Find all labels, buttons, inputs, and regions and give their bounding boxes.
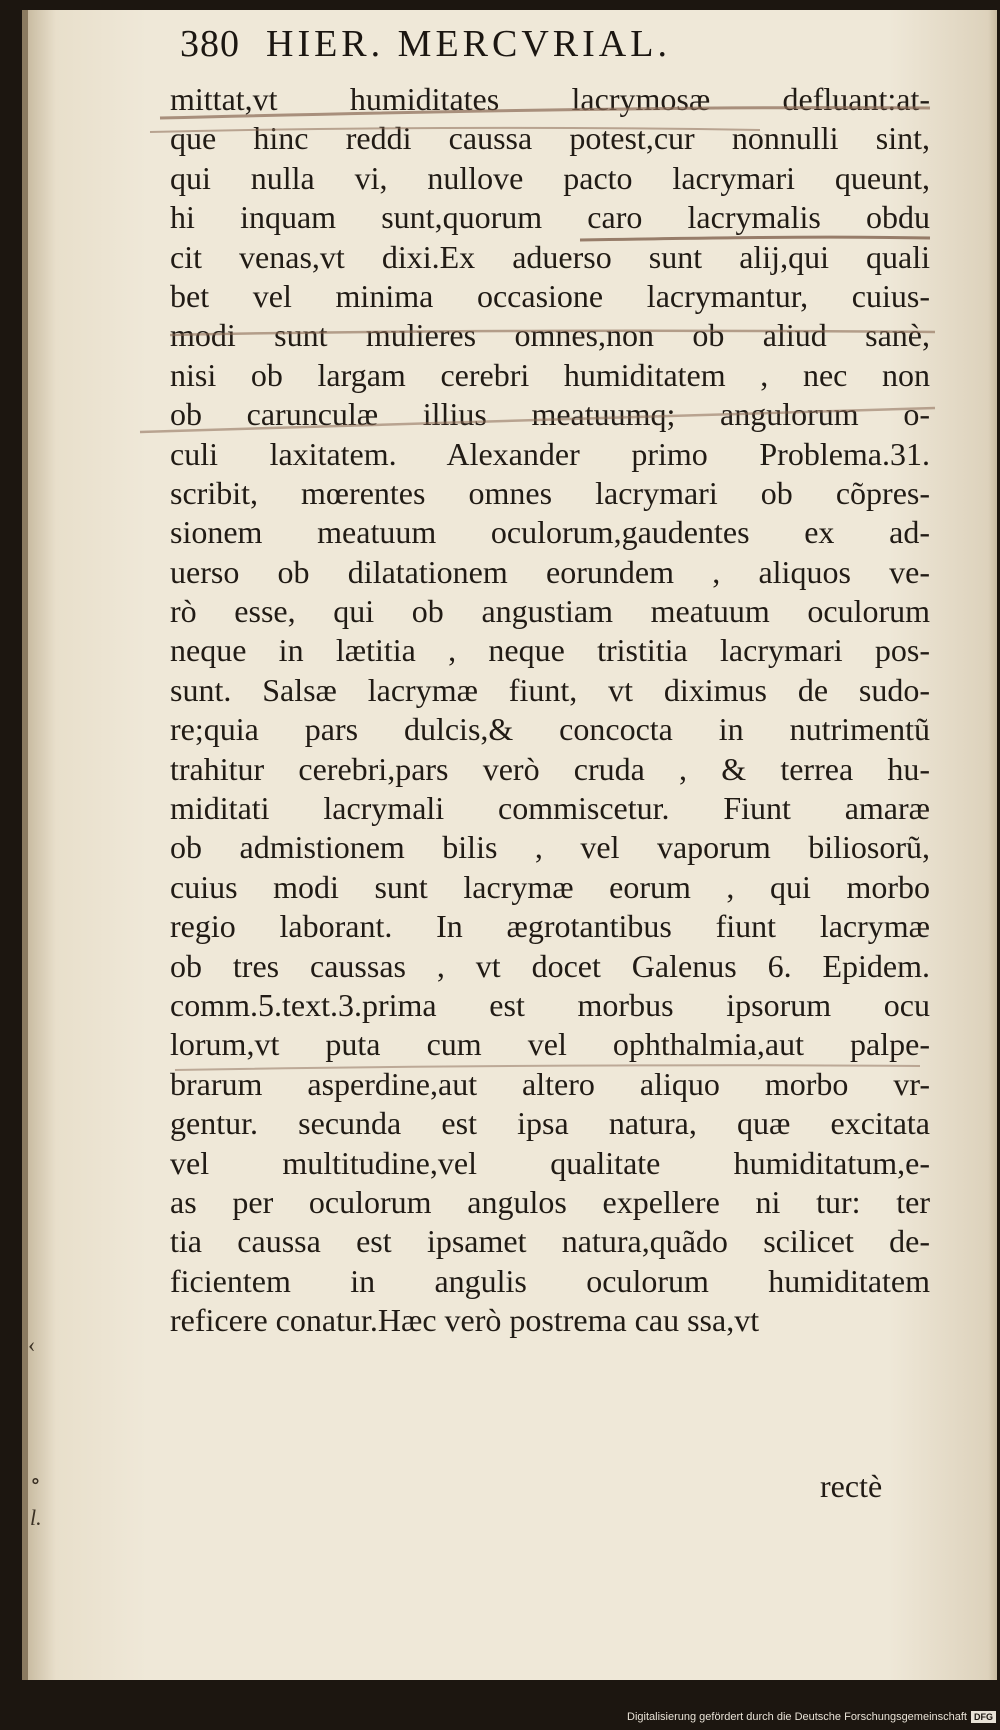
text-line: culi laxitatem. Alexander primo Problema.31. — [170, 435, 930, 472]
text-line: sionem meatuum oculorum,gaudentes ex ad- — [170, 514, 930, 551]
digitization-footer — [560, 1711, 996, 1727]
text-line: brarum asperdine,aut altero aliquo morbo vr- — [170, 1065, 930, 1102]
dfg-logo: DFG — [971, 1711, 996, 1723]
text-line: que hinc reddi caussa potest,cur nonnulli sint, — [170, 120, 930, 157]
text-line: regio laborant. In ægrotantibus fiunt lacrymæ — [170, 908, 930, 945]
running-head-title: HIER. MERCVRIAL. — [266, 23, 671, 65]
text-line: neque in lætitia , neque tristitia lacrymari pos- — [170, 632, 930, 669]
page-number: 380 — [180, 23, 240, 65]
text-line: trahitur cerebri,pars verò cruda , & terrea hu- — [170, 750, 930, 787]
text-line: re;quia pars dulcis,& concocta in nutrimentũ — [170, 711, 930, 748]
text-line: modi sunt mulieres omnes,non ob aliud sanè, — [170, 317, 930, 354]
text-line: rò esse, qui ob angustiam meatuum oculorum — [170, 593, 930, 630]
text-line: nisi ob largam cerebri humiditatem , nec non — [170, 356, 930, 393]
text-line: ob carunculæ illius meatuumq; angulorum o- — [170, 396, 930, 433]
text-line: tia caussa est ipsamet natura,quãdo scilicet de- — [170, 1223, 930, 1260]
text-line: ob admistionem bilis , vel vaporum biliosorũ, — [170, 829, 930, 866]
text-line: comm.5.text.3.prima est morbus ipsorum ocu — [170, 986, 930, 1023]
text-line: ficientem in angulis oculorum humiditatem — [170, 1262, 930, 1299]
text-line: qui nulla vi, nullove pacto lacrymari queunt, — [170, 159, 930, 196]
margin-mark-2: ∘ — [30, 1468, 41, 1493]
text-line: vel multitudine,vel qualitate humiditatum,e- — [170, 1144, 930, 1181]
text-line: miditati lacrymali commiscetur. Fiunt amaræ — [170, 790, 930, 827]
catchword: rectè — [820, 1468, 883, 1504]
text-line: lorum,vt puta cum vel ophthalmia,aut palpe- — [170, 1026, 930, 1063]
text-line: reficere conatur.Hæc verò postrema cau ssa,vt — [170, 1302, 760, 1339]
text-line: scribit, mœrentes omnes lacrymari ob cõpres- — [170, 474, 930, 511]
text-line: as per oculorum angulos expellere ni tur: ter — [170, 1183, 930, 1220]
text-line: cit venas,vt dixi.Ex aduerso sunt alij,qui quali — [170, 238, 930, 275]
running-header — [180, 22, 860, 66]
text-line: mittat,vt humiditates lacrymosæ defluant:at- — [170, 81, 930, 117]
margin-mark-3: l. — [30, 1505, 42, 1530]
text-line: cuius modi sunt lacrymæ eorum , qui morbo — [170, 868, 930, 905]
body-text — [170, 80, 930, 1341]
text-line: bet vel minima occasione lacrymantur, cuius- — [170, 277, 930, 314]
text-line: sunt. Salsæ lacrymæ fiunt, vt diximus de sudo- — [170, 671, 930, 708]
margin-mark-1: ‹ — [28, 1332, 36, 1357]
text-line: uerso ob dilatationem eorundem , aliquos ve- — [170, 553, 930, 590]
footer-credit: Digitalisierung gefördert durch die Deutsche Forschungsgemeinschaft — [627, 1711, 967, 1723]
text-line: hi inquam sunt,quorum caro lacrymalis obdu — [170, 199, 930, 236]
text-line: ob tres caussas , vt docet Galenus 6. Epidem. — [170, 947, 930, 984]
text-line: gentur. secunda est ipsa natura, quæ excitata — [170, 1105, 930, 1142]
